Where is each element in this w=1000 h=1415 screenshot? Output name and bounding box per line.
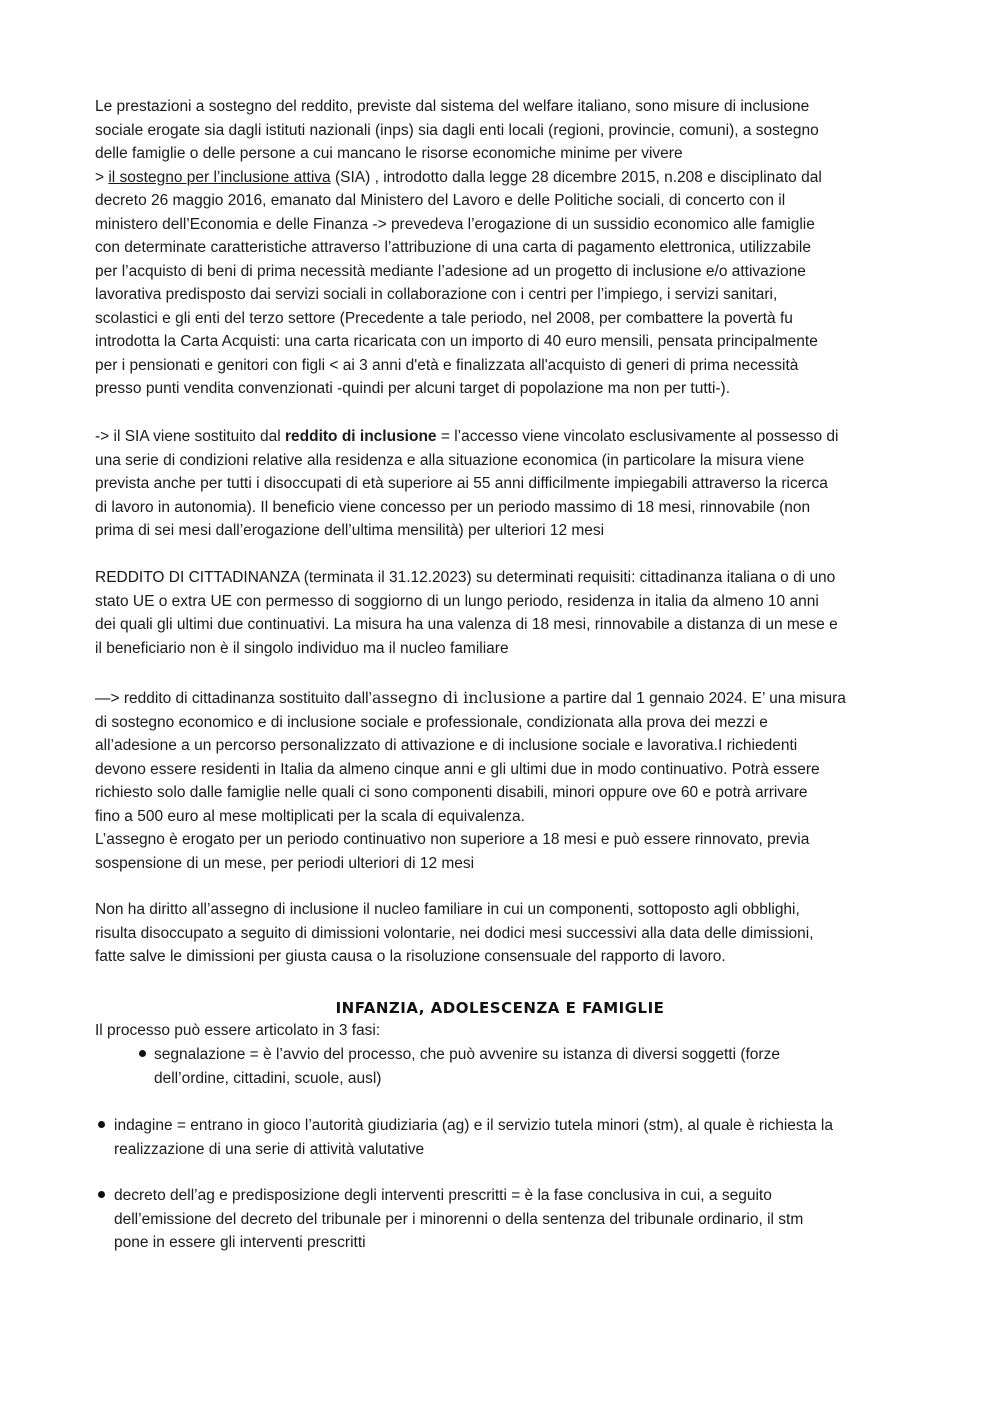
- text-line: devono essere residenti in Italia da almeno cinque anni e gli ultimi due in modo continuativo. Potrà essere: [95, 760, 820, 778]
- paragraph-assegno-inclusione: [95, 686, 915, 875]
- paragraph-welfare-intro: [95, 95, 915, 401]
- text-line: [95, 686, 915, 711]
- text-line: con determinate caratteristiche attraverso l’attribuzione di una carta di pagamento elettronica, utilizzabile: [95, 239, 811, 256]
- text-fragment: = l’accesso viene vincolato esclusivamente al possesso di: [436, 428, 839, 445]
- text-line: decreto 26 maggio 2016, emanato dal Ministero del Lavoro e delle Politiche sociali, di concerto con il: [95, 192, 786, 209]
- paragraph-reddito-cittadinanza: [95, 566, 915, 660]
- text-line: [95, 166, 915, 190]
- text-line: per i pensionati e genitori con figli < ai 3 anni d'età e finalizzata all'acquisto di generi di prima necessità: [95, 356, 799, 374]
- list-item-decreto: [114, 1184, 914, 1255]
- sia-underlined-term: il sostegno per l’inclusione attiva: [108, 168, 331, 186]
- text-line: indagine = entrano in gioco l’autorità giudiziaria (ag) e il servizio tutela minori (stm), al quale è richiesta la: [114, 1117, 833, 1134]
- reddito-inclusione-bold-term: reddito di inclusione: [284, 428, 437, 445]
- text-line: una serie di condizioni relative alla residenza e alla situazione economica (in particolare la misura viene: [95, 451, 805, 469]
- text-line: lavorativa predisposto dai servizi sociali in collaborazione con i centri per l’impiego, i servizi sanitari,: [95, 286, 778, 303]
- text-line: scolastici e gli enti del terzo settore (Precedente a tale periodo, nel 2008, per combattere la povertà fu: [95, 309, 793, 327]
- text-line: dei quali gli ultimi due continuativi. La misura ha una valenza di 18 mesi, rinnovabile a distanza di un mese e: [95, 616, 838, 633]
- text-line: introdotta la Carta Acquisti: una carta ricaricata con un importo di 40 euro mensili, pensata principalmente: [95, 333, 818, 350]
- text-line: il beneficiario non è il singolo individuo ma il nucleo familiare: [95, 639, 509, 657]
- text-line: risulta disoccupato a seguito di dimissioni volontarie, nei dodici mesi successivi alla data delle dimissioni,: [95, 924, 814, 942]
- text-line: dell’emissione del decreto del tribunale per i minorenni o della sentenza del tribunale ordinario, il stm: [114, 1210, 804, 1228]
- text-line: ministero dell’Economia e delle Finanza -> prevedeva l’erogazione di un sussidio economico alle famiglie: [95, 215, 815, 233]
- text-line: stato UE o extra UE con permesso di soggiorno di un lungo periodo, residenza in italia da almeno 10 anni: [95, 592, 819, 610]
- section-intro: [95, 1019, 915, 1043]
- text-line: Le prestazioni a sostegno del reddito, previste dal sistema del welfare italiano, sono misure di inclusione: [95, 98, 810, 115]
- text-line: decreto dell’ag e predisposizione degli interventi prescritti = è la fase conclusiva in cui, a seguito: [114, 1187, 772, 1204]
- text-line: di lavoro in autonomia). Il beneficio viene concesso per un periodo massimo di 18 mesi, rinnovabile (non: [95, 498, 811, 516]
- arrow-prefix: >: [95, 168, 109, 186]
- text-line: segnalazione = è l’avvio del processo, che può avvenire su istanza di diversi soggetti (forze: [154, 1046, 780, 1063]
- text-line: di sostegno economico e di inclusione sociale e professionale, condizionata alla prova dei mezzi e: [95, 713, 768, 731]
- text-line: fino a 500 euro al mese moltiplicati per la scala di equivalenza.: [95, 807, 525, 825]
- text-line: prevista anche per tutti i disoccupati di età superiore ai 55 anni difficilmente impiegabili attraverso la ricerca: [95, 475, 828, 492]
- list-item-segnalazione: [154, 1043, 914, 1090]
- text-line: sociale erogate sia dagli istituti nazionali (inps) sia dagli enti locali (regioni, provincie, comuni), a sostegno: [95, 121, 819, 139]
- assegno-inclusione-term: assegno di inclusione: [372, 688, 546, 707]
- text-line: fatte salve le dimissioni per giusta causa o la risoluzione consensuale del rapporto di lavoro.: [95, 948, 726, 965]
- text-fragment: a partire dal 1 gennaio 2024. E’ una misura: [545, 690, 846, 707]
- text-line: all’adesione a un percorso personalizzato di attivazione e di inclusione sociale e lavorativa.I richiedenti: [95, 737, 798, 754]
- text-line: prima di sei mesi dall’erogazione dell’ultima mensilità) per ulteriori 12 mesi: [95, 522, 605, 539]
- text-line: sospensione di un mese, per periodi ulteriori di 12 mesi: [95, 854, 475, 872]
- text-line: richiesto solo dalle famiglie nelle quali ci sono componenti disabili, minori oppure ove 60 e potrà arrivare: [95, 784, 808, 801]
- text-line: Non ha diritto all’assegno di inclusione il nucleo familiare in cui un componenti, sottoposto agli obblighi,: [95, 901, 800, 918]
- text-fragment: (SIA) , introdotto dalla legge 28 dicembre 2015, n.208 e disciplinato dal: [330, 168, 822, 186]
- text-line: REDDITO DI CITTADINANZA (terminata il 31.12.2023) su determinati requisiti: cittadinanza italiana o di uno: [95, 569, 836, 586]
- bullet-icon: [98, 1191, 105, 1198]
- bullet-icon: [139, 1050, 146, 1057]
- list-item-indagine: [114, 1114, 914, 1161]
- text-line: delle famiglie o delle persone a cui mancano le risorse economiche minime per vivere: [95, 145, 683, 162]
- text-line: Il processo può essere articolato in 3 fasi:: [95, 1022, 381, 1039]
- text-line: presso punti vendita convenzionati -quindi per alcuni target di popolazione ma non per tutti-).: [95, 380, 731, 397]
- text-line: [95, 425, 915, 449]
- text-fragment: -> il SIA viene sostituito dal: [95, 428, 285, 445]
- text-fragment: —> reddito di cittadinanza sostituito dall’: [95, 690, 373, 707]
- text-line: per l’acquisto di beni di prima necessità mediante l’adesione ad un progetto di inclusione e/o attivazione: [95, 262, 806, 280]
- text-line: L’assegno è erogato per un periodo continuativo non superiore a 18 mesi e può essere rinnovato, previa: [95, 831, 810, 848]
- paragraph-esclusione: [95, 898, 915, 969]
- text-line: pone in essere gli interventi prescritti: [114, 1234, 366, 1251]
- text-line: dell’ordine, cittadini, scuole, ausl): [154, 1069, 382, 1087]
- bullet-icon: [98, 1121, 105, 1128]
- section-heading: INFANZIA, ADOLESCENZA E FAMIGLIE: [335, 999, 665, 1017]
- text-line: realizzazione di una serie di attività valutative: [114, 1140, 425, 1158]
- paragraph-reddito-inclusione: [95, 425, 915, 543]
